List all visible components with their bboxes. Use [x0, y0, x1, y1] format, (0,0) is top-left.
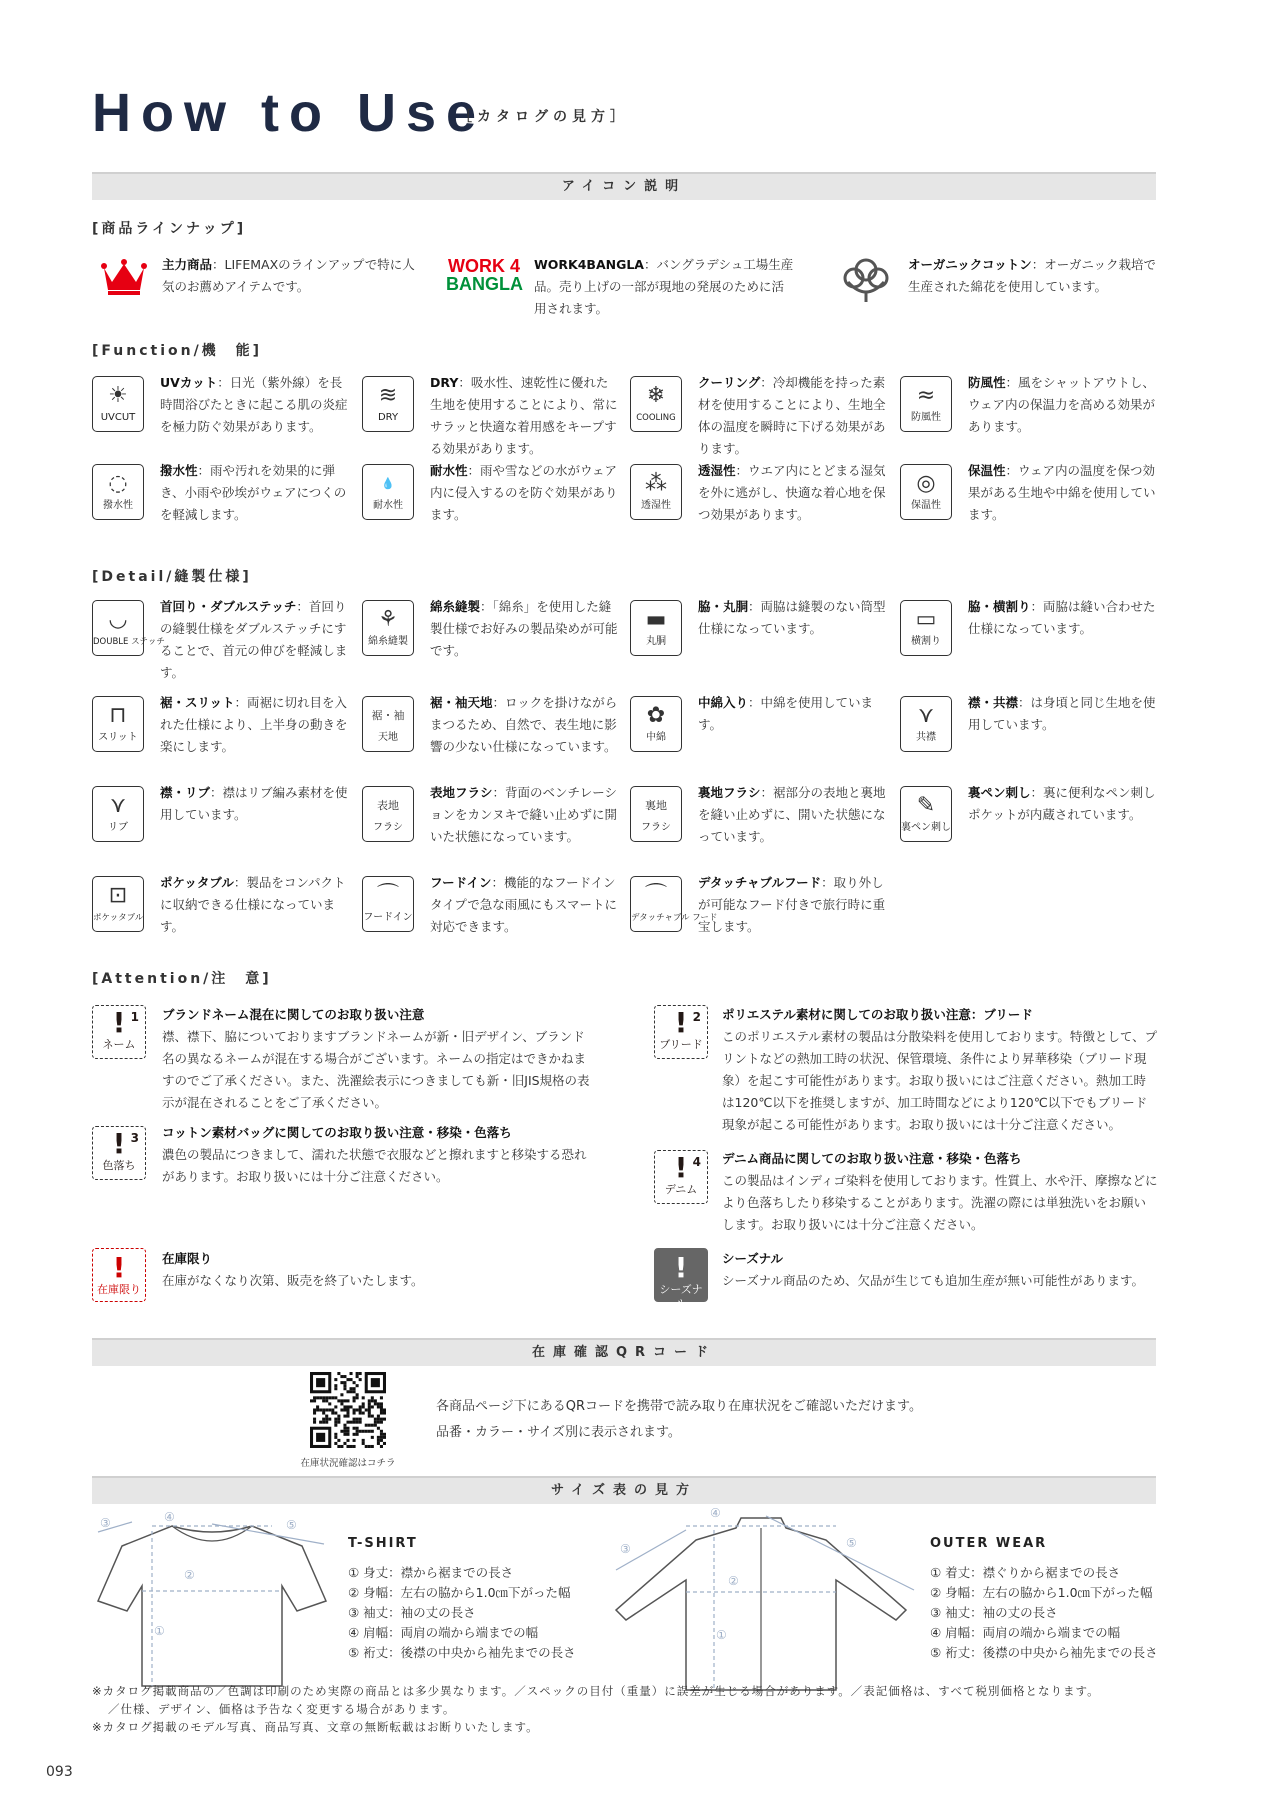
footnotes [92, 1682, 1172, 1736]
exclamation-icon: ! [112, 1006, 126, 1039]
detail-glyph-icon: ◡ [108, 607, 128, 632]
attention-body-4: この製品はインディゴ染料を使用しております。性質上、水や汗、摩擦などにより色落ちしたり移染することがあります。洗濯の際には単独洗いをお願いします。お取り扱いには十分ご注意ください。 [722, 1173, 1158, 1232]
function-text: ：ウェア内の温度を保つ効果がある生地や中綿を使用しています。 [968, 463, 1156, 522]
detail-icon-15 [630, 876, 718, 932]
tshirt-item-4: ④ 肩幅：両肩の端から端までの幅 [348, 1625, 539, 1640]
marker-3: ③ [620, 1542, 631, 1556]
detail-desc-8 [968, 692, 1158, 736]
detail-icon-caption: 共襟 [916, 732, 936, 743]
detail-icon-caption: DOUBLE ステッチ [93, 637, 165, 647]
function-text: ：冷却機能を持った素材を使用することにより、生地全体の温度を瞬時に下げる効果があります。 [698, 375, 886, 456]
work4bangla-logo [446, 257, 522, 293]
detail-text: ：ロックを掛けながらまつるため、自然で、表生地に影響の少ない仕様になっています。 [430, 695, 618, 754]
attention-block-stock [162, 1248, 592, 1292]
function-desc-6 [430, 460, 620, 526]
attention-cap-3: 色落ち [102, 1159, 136, 1172]
function-glyph-icon: ☀ [108, 383, 128, 408]
function-icon-8 [900, 464, 952, 520]
detail-glyph-icon: 裾・袖 [371, 709, 405, 722]
attention-block-2 [722, 1004, 1158, 1136]
detail-icon-caption: フラシ [641, 822, 671, 833]
detail-icon-9 [92, 786, 144, 842]
detail-glyph-icon: 裏地 [645, 799, 667, 812]
band-icons: アイコン説明 [92, 172, 1156, 200]
attention-title-seasonal: シーズナル [722, 1251, 784, 1266]
exclamation-icon: ! [112, 1127, 126, 1160]
function-desc-2 [430, 372, 620, 460]
function-label: 耐水性 [430, 463, 468, 478]
page-subtitle: ［カタログの見方］ [458, 109, 629, 125]
detail-desc-2 [430, 596, 620, 662]
function-label: クーリング [698, 375, 761, 390]
detail-icon-caption: フードイン [363, 912, 413, 923]
outerwear-title: OUTER WEAR [930, 1536, 1048, 1551]
detail-desc-1 [160, 596, 350, 684]
function-glyph-icon: ≈ [916, 383, 936, 408]
lineup-cotton-text: ：オーガニック栽培で生産された綿花を使用しています。 [908, 257, 1157, 294]
exclamation-icon: ! [674, 1251, 688, 1284]
function-desc-8 [968, 460, 1158, 526]
outer-item-5: ⑤ 裄丈：後襟の中央から袖先までの長さ [930, 1645, 1158, 1660]
function-glyph-icon: ❄ [646, 383, 666, 408]
tshirt-item-3: ③ 袖丈：袖の丈の長さ [348, 1605, 476, 1620]
detail-icon-1 [92, 600, 165, 656]
function-desc-3 [698, 372, 888, 460]
marker-4: ④ [710, 1506, 721, 1520]
detail-icon-13 [92, 876, 144, 932]
detail-glyph-icon: ⋎ [917, 703, 935, 728]
exclamation-icon: ! [674, 1151, 688, 1184]
function-desc-4 [968, 372, 1158, 438]
attention-cap-stock: 在庫限り [97, 1283, 141, 1296]
qr-code-image[interactable] [310, 1372, 386, 1448]
page-number: 093 [46, 1764, 73, 1780]
attention-body-2: このポリエステル素材の製品は分散染料を使用しております。特徴として、プリントなどの熱加工時の状況、保管環境、条件により昇華移染（ブリード現象）を起こす可能性があります。お取り扱いにはご注意ください。熱加工時は120℃以下を推奨しますが、加工時間などにより120℃以下でもブリード現象が起こる可能性があります。お取り扱いには十分ご注意ください。 [722, 1029, 1158, 1132]
detail-glyph-icon: ⌒ [644, 883, 667, 908]
attention-icon-2 [654, 1005, 708, 1059]
function-label: UVカット [160, 375, 218, 390]
detail-text: ：中綿を使用しています。 [698, 695, 874, 732]
attention-block-3 [162, 1122, 592, 1188]
attention-block-4 [722, 1148, 1158, 1236]
detail-glyph-icon: ⚘ [378, 607, 398, 632]
marker-5: ⑤ [846, 1536, 857, 1550]
function-icon-5 [92, 464, 144, 520]
detail-glyph-icon: ⊡ [108, 883, 128, 908]
band-size: サイズ表の見方 [92, 1476, 1156, 1504]
detail-text: ：「綿糸」を使用した縫製仕様でお好みの製品染めが可能です。 [430, 599, 618, 658]
detail-glyph-icon: 表地 [377, 799, 399, 812]
attention-num-1: 1 [130, 1010, 139, 1024]
function-icon-2 [362, 376, 414, 432]
attention-cap-1: ネーム [102, 1038, 136, 1051]
tshirt-item-5: ⑤ 裄丈：後襟の中央から袖先までの長さ [348, 1645, 576, 1660]
outer-item-2: ② 身幅：左右の脇から1.0㎝下がった幅 [930, 1585, 1153, 1600]
detail-icon-10 [362, 786, 414, 842]
detail-text: ：襟はリブ編み素材を使用しています。 [160, 785, 348, 822]
function-icon-caption: 耐水性 [373, 500, 403, 511]
detail-label: 脇・丸胴 [698, 599, 749, 614]
function-icon-caption: DRY [377, 412, 399, 423]
marker-2: ② [184, 1568, 195, 1582]
detail-label: 首回り・ダブルステッチ [160, 599, 297, 614]
lineup-cotton-label: オーガニックコットン [908, 257, 1032, 272]
detail-label: 襟・リブ [160, 785, 211, 800]
detail-desc-3 [698, 596, 888, 640]
function-desc-7 [698, 460, 888, 526]
lineup-main-label: 主力商品 [162, 257, 213, 272]
detail-glyph-icon: ✿ [646, 703, 666, 728]
detail-text: ：製品をコンパクトに収納できる仕様になっています。 [160, 875, 346, 934]
detail-icon-caption: ポケッタブル [93, 913, 144, 923]
marker-3: ③ [100, 1516, 111, 1530]
attention-body-seasonal: シーズナル商品のため、欠品が生じても追加生産が無い可能性があります。 [722, 1273, 1145, 1288]
attention-cap-4: デニム [664, 1183, 698, 1196]
function-glyph-icon: 💧 [381, 477, 395, 490]
section-function: [Function/機 能] [92, 343, 263, 359]
function-text: ：雨や汚れを効果的に弾き、小雨や砂埃がウェアにつくのを軽減します。 [160, 463, 347, 522]
function-label: 透湿性 [698, 463, 736, 478]
detail-desc-5 [160, 692, 350, 758]
detail-label: ポケッタブル [160, 875, 234, 890]
detail-icon-caption: 天地 [378, 732, 398, 743]
function-text: ：雨や雪などの水がウェア内に侵入するのを防ぐ効果があります。 [430, 463, 618, 522]
detail-text: ：背面のベンチレーションをカンヌキで縫い止めずに開いた状態になっています。 [430, 785, 618, 844]
marker-5: ⑤ [286, 1518, 297, 1532]
detail-icon-caption: 中綿 [646, 732, 666, 743]
detail-text: ：両脇は縫製のない筒型仕様になっています。 [698, 599, 886, 636]
attention-icon-4 [654, 1150, 708, 1204]
section-detail: [Detail/縫製仕様] [92, 569, 252, 585]
attention-title-4: デニム商品に関してのお取り扱い注意・移染・色落ち [722, 1151, 1022, 1166]
function-icon-caption: COOLING [636, 413, 676, 423]
detail-text: ：首回りの縫製仕様をダブルステッチにすることで、首元の伸びを軽減します。 [160, 599, 348, 680]
detail-text: ：裏に便利なペン刺しポケットが内蔵されています。 [968, 785, 1156, 822]
qr-description [436, 1394, 922, 1446]
detail-desc-4 [968, 596, 1158, 640]
attention-block-seasonal [722, 1248, 1158, 1292]
detail-glyph-icon: ⊓ [109, 703, 127, 728]
outer-item-3: ③ 袖丈：袖の丈の長さ [930, 1605, 1058, 1620]
function-icon-4 [900, 376, 952, 432]
function-glyph-icon: ◌ [108, 471, 128, 496]
function-label: 撥水性 [160, 463, 198, 478]
detail-icon-caption: 裏ペン刺し [901, 822, 951, 833]
attention-icon-seasonal [654, 1248, 708, 1310]
attention-title-3: コットン素材バッグに関してのお取り扱い注意・移染・色落ち [162, 1125, 512, 1140]
tshirt-list [348, 1563, 576, 1663]
detail-text: ：裾部分の表地と裏地を縫い止めずに、開いた状態になっています。 [698, 785, 886, 844]
attention-body-1: 襟、襟下、脇についておりますブランドネームが新・旧デザイン、ブランド名の異なるネームが混在する場合がございます。ネームの指定はできかねますのでご了承ください。また、洗濯絵表示につきましても新・旧JIS規格の表示が混在されることをご了承ください。 [162, 1029, 590, 1110]
section-lineup: [商品ラインナップ] [92, 221, 247, 237]
qr-line-2: 品番・カラー・サイズ別に表示されます。 [436, 1425, 681, 1440]
detail-text: ：両脇は縫い合わせた仕様になっています。 [968, 599, 1156, 636]
function-label: 防風性 [968, 375, 1006, 390]
detail-icon-7 [630, 696, 682, 752]
function-icon-caption: 保温性 [911, 500, 941, 511]
attention-body-stock: 在庫がなくなり次第、販売を終了いたします。 [162, 1273, 424, 1288]
function-label: 保温性 [968, 463, 1006, 478]
detail-glyph-icon: ▭ [915, 607, 937, 632]
detail-icon-5 [92, 696, 144, 752]
tshirt-title: T-SHIRT [348, 1536, 418, 1551]
detail-label: フードイン [430, 875, 492, 890]
outer-item-4: ④ 肩幅：両肩の端から端までの幅 [930, 1625, 1121, 1640]
detail-label: 裾・スリット [160, 695, 235, 710]
section-attention: [Attention/注 意] [92, 971, 272, 987]
function-text: ：吸水性、速乾性に優れた生地を使用することにより、常にサラッと快適な着用感をキープする効果があります。 [430, 375, 618, 456]
lineup-cotton-desc [908, 254, 1158, 298]
detail-label: 中綿入り [698, 695, 749, 710]
function-icon-caption: 透湿性 [641, 500, 671, 511]
detail-desc-11 [698, 782, 888, 848]
function-desc-1 [160, 372, 350, 438]
tshirt-item-1: ① 身丈：襟から裾までの長さ [348, 1565, 514, 1580]
work4bangla-logo-top: WORK 4 [448, 256, 520, 276]
detail-desc-6 [430, 692, 620, 758]
page-title: How to Use [92, 83, 487, 143]
function-label: DRY [430, 375, 459, 390]
detail-text: ：は身頃と同じ生地を使用しています。 [968, 695, 1156, 732]
marker-1: ① [154, 1624, 165, 1638]
attention-title-1: ブランドネーム混在に関してのお取り扱い注意 [162, 1007, 425, 1022]
detail-glyph-icon: ⋎ [109, 793, 127, 818]
detail-desc-12 [968, 782, 1158, 826]
attention-title-stock: 在庫限り [162, 1251, 213, 1266]
detail-icon-caption: スリット [98, 732, 138, 743]
footnote-1: ※カタログ掲載商品の／色調は印刷のため実際の商品とは多少異なります。／スペックの目付（重量）に誤差が生じる場合があります。／表記価格は、すべて税別価格となります。 [92, 1684, 1100, 1698]
attention-icon-1 [92, 1005, 146, 1059]
detail-label: 裏ペン刺し [968, 785, 1031, 800]
function-glyph-icon: ⁂ [645, 471, 667, 496]
function-glyph-icon: ◎ [916, 471, 936, 496]
detail-label: 綿糸縫製 [430, 599, 481, 614]
detail-label: 裾・袖天地 [430, 695, 493, 710]
function-text: ：風をシャットアウトし、ウェア内の保温力を高める効果があります。 [968, 375, 1156, 434]
function-text: ：日光（紫外線）を長時間浴びたときに起こる肌の炎症を極力防ぐ効果があります。 [160, 375, 348, 434]
lineup-main-desc [162, 254, 422, 298]
function-icon-caption: 撥水性 [103, 500, 133, 511]
function-icon-1 [92, 376, 144, 432]
detail-icon-6 [362, 696, 414, 752]
detail-label: 脇・横割り [968, 599, 1031, 614]
detail-icon-caption: 横割り [911, 636, 941, 647]
footnote-3: ※カタログ掲載のモデル写真、商品写真、文章の無断転載はお断りいたします。 [92, 1720, 539, 1734]
qr-caption: 在庫状況確認はコチラ [300, 1458, 396, 1469]
attention-num-4: 4 [692, 1155, 701, 1169]
lineup-bangla-label: WORK4BANGLA [534, 257, 644, 272]
qr-line-1: 各商品ページ下にあるQRコードを携帯で読み取り在庫状況をご確認いただけます。 [436, 1399, 922, 1414]
detail-desc-7 [698, 692, 888, 736]
detail-desc-15 [698, 872, 888, 938]
detail-label: 表地フラシ [430, 785, 493, 800]
detail-text: ：機能的なフードインタイプで急な雨風にもスマートに対応できます。 [430, 875, 618, 934]
function-text: ：ウエア内にとどまる湿気を外に逃がし、快適な着心地を保つ効果があります。 [698, 463, 886, 522]
lineup-bangla-desc [534, 254, 794, 320]
detail-glyph-icon: ▬ [645, 607, 667, 632]
function-icon-7 [630, 464, 682, 520]
function-icon-3 [630, 376, 682, 432]
detail-icon-caption: 綿糸縫製 [368, 636, 408, 647]
detail-icon-caption: フラシ [373, 822, 403, 833]
tshirt-diagram [92, 1510, 332, 1696]
detail-desc-10 [430, 782, 620, 848]
function-glyph-icon: ≋ [378, 383, 398, 408]
attention-cap-seasonal: シーズナル [659, 1283, 703, 1310]
detail-label: デタッチャブルフード [698, 875, 822, 890]
cotton-icon [838, 252, 894, 304]
detail-text: ：両裾に切れ目を入れた仕様により、上半身の動きを楽にします。 [160, 695, 348, 754]
attention-cap-2: ブリード [659, 1038, 703, 1051]
attention-body-3: 濃色の製品につきまして、濡れた状態で衣服などと擦れますと移染する恐れがあります。お取り扱いには十分ご注意ください。 [162, 1147, 587, 1184]
detail-desc-9 [160, 782, 350, 826]
detail-icon-4 [900, 600, 952, 656]
function-icon-6 [362, 464, 414, 520]
detail-text: ：取り外しが可能なフード付きで旅行時に重宝します。 [698, 875, 886, 934]
exclamation-icon: ! [674, 1006, 688, 1039]
detail-icon-12 [900, 786, 952, 842]
detail-desc-14 [430, 872, 620, 938]
detail-icon-2 [362, 600, 414, 656]
marker-2: ② [728, 1574, 739, 1588]
marker-1: ① [716, 1628, 727, 1642]
crown-icon [100, 256, 148, 296]
attention-title-2: ポリエステル素材に関してのお取り扱い注意：ブリード [722, 1007, 1033, 1022]
outer-item-1: ① 着丈：襟ぐりから裾までの長さ [930, 1565, 1121, 1580]
lineup-bangla-text: ：バングラデシュ工場生産品。売り上げの一部が現地の発展のために活用されます。 [534, 257, 794, 316]
detail-glyph-icon: ✎ [916, 793, 936, 818]
function-icon-caption: 防風性 [911, 412, 941, 423]
detail-icon-caption: デタッチャブル フード [631, 913, 718, 923]
detail-icon-8 [900, 696, 952, 752]
marker-4: ④ [164, 1510, 175, 1524]
detail-glyph-icon: ⌒ [376, 883, 399, 908]
tshirt-item-2: ② 身幅：左右の脇から1.0㎝下がった幅 [348, 1585, 571, 1600]
work4bangla-logo-bottom: BANGLA [446, 274, 523, 294]
lineup-main-text: ：LIFEMAXのラインアップで特に人気のお薦めアイテムです。 [162, 257, 415, 294]
detail-icon-caption: 丸胴 [646, 636, 666, 647]
footnote-2: ／仕様、デザイン、価格は予告なく変更する場合があります。 [108, 1702, 456, 1716]
detail-label: 襟・共襟 [968, 695, 1019, 710]
detail-icon-3 [630, 600, 682, 656]
attention-icon-stock [92, 1248, 146, 1302]
detail-label: 裏地フラシ [698, 785, 761, 800]
detail-desc-13 [160, 872, 350, 938]
detail-icon-14 [362, 876, 414, 932]
attention-icon-3 [92, 1126, 146, 1180]
band-qr: 在庫確認QRコード [92, 1338, 1156, 1366]
function-desc-5 [160, 460, 350, 526]
exclamation-icon: ! [112, 1251, 126, 1284]
detail-icon-11 [630, 786, 682, 842]
outerwear-diagram [596, 1506, 926, 1700]
outerwear-list [930, 1563, 1158, 1663]
attention-block-1 [162, 1004, 592, 1114]
detail-icon-caption: リブ [108, 822, 128, 833]
attention-num-3: 3 [130, 1131, 139, 1145]
function-icon-caption: UVCUT [100, 412, 136, 423]
attention-num-2: 2 [692, 1010, 701, 1024]
